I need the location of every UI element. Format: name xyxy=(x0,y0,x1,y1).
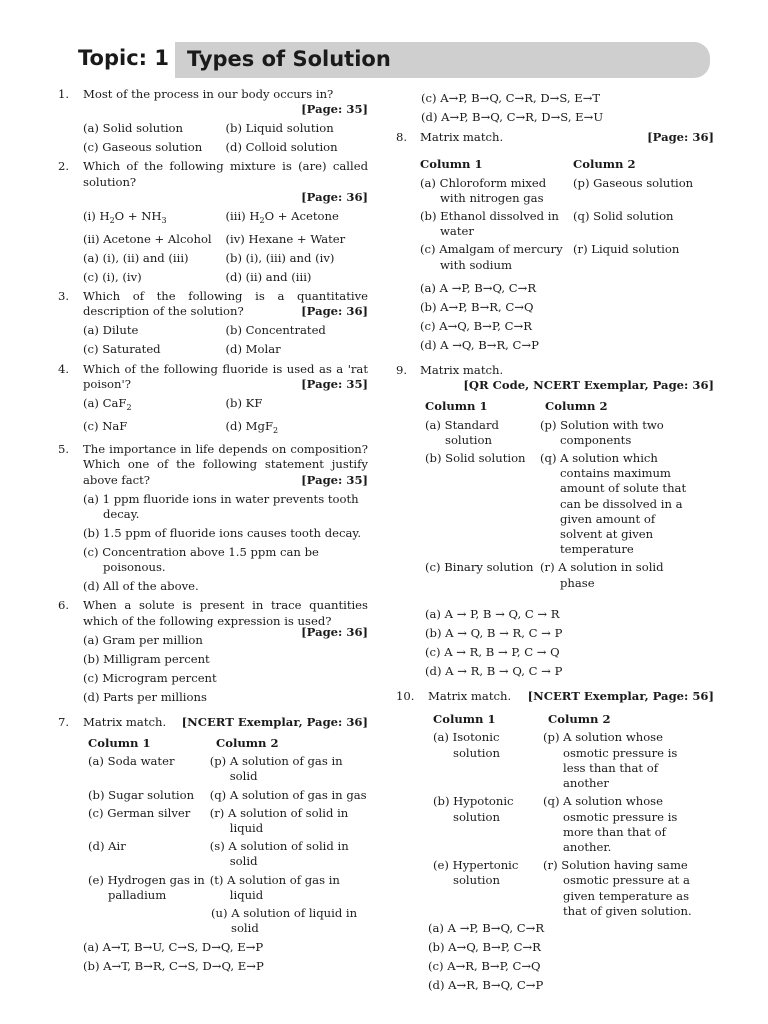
question-number: 7. xyxy=(58,714,70,729)
option: (a) A → P, B → Q, C → R xyxy=(425,606,560,621)
column-2-header: Column 2 xyxy=(548,712,611,727)
option: (d) All of the above. xyxy=(83,579,199,594)
column-1-item: (e) Hydrogen gas in palladium xyxy=(88,872,205,902)
column-2-item: (u) A solution of liquid in solid xyxy=(211,906,358,936)
column-1-item: (b) Solid solution xyxy=(425,451,526,466)
left-column xyxy=(58,87,368,979)
column-2-item: (q) A solution whose osmotic pressure is more than that of another. xyxy=(543,794,678,854)
column-2-item: (q) Solid solution xyxy=(573,209,674,224)
column-1-item: (a) Standard solution xyxy=(425,417,499,447)
question-number: 6. xyxy=(58,598,70,613)
column-2-item: (s) A solution of solid in solid xyxy=(209,839,349,869)
column-1-header: Column 1 xyxy=(433,712,496,727)
question-text: Which of the following is a quantitative description of the solution? xyxy=(83,289,368,319)
option: (a) Solid solution xyxy=(83,121,184,136)
page-reference: [Page: 36] xyxy=(647,130,714,145)
question-7 xyxy=(58,715,368,975)
option: (a) (i), (ii) and (iii) xyxy=(83,250,189,265)
page-reference: [Page: 36] xyxy=(301,189,368,204)
page-reference: [Page: 36] xyxy=(301,624,368,639)
column-1-item: (b) Sugar solution xyxy=(88,787,195,802)
option: (d) Colloid solution xyxy=(225,140,338,155)
question-number: 4. xyxy=(58,361,70,376)
option: (b) Milligram percent xyxy=(83,651,210,666)
topic-title: Types of Solution xyxy=(187,47,391,71)
option: (a) A →P, B→Q, C→R xyxy=(420,280,537,295)
page-reference: [NCERT Exemplar, Page: 36] xyxy=(181,714,368,729)
option: (b) 1.5 ppm of fluoride ions causes tooth decay. xyxy=(83,526,362,541)
question-8 xyxy=(396,130,714,353)
option: (b) Concentrated xyxy=(225,323,326,338)
option: (a) CaF$_2$ xyxy=(83,396,132,413)
column-2-item: (r) Solution having same osmotic pressure at a given temperature as that of given solution. xyxy=(543,858,692,918)
column-1-item: (e) Hypertonic solution xyxy=(433,858,519,888)
option: (a) Gram per million xyxy=(83,632,203,647)
option: (d) Parts per millions xyxy=(83,689,207,704)
column-1-item: (c) German silver xyxy=(88,805,191,820)
column-1-item: (c) Binary solution xyxy=(425,560,534,575)
column-1-item: (d) Air xyxy=(88,839,126,854)
column-1-item xyxy=(83,906,211,936)
column-1-item: (a) Chloroform mixed with nitrogen gas xyxy=(420,175,547,205)
question-6 xyxy=(58,598,368,704)
question-1 xyxy=(58,87,368,155)
option: (c) Gaseous solution xyxy=(83,140,203,155)
mixture-item: (iv) Hexane + Water xyxy=(225,231,346,246)
column-2-header: Column 2 xyxy=(216,736,279,751)
option: (d) A→P, B→Q, C→R, D→S, E→U xyxy=(421,110,604,124)
option: (d) A →Q, B→R, C→P xyxy=(420,337,539,352)
option: (d) A → R, B → Q, C → P xyxy=(425,663,563,678)
question-text: Matrix match. xyxy=(420,130,504,145)
column-2-header: Column 2 xyxy=(573,157,636,172)
question-9 xyxy=(396,363,714,679)
page-reference: [Page: 35] xyxy=(301,377,368,392)
question-text: Matrix match. xyxy=(83,714,167,729)
page-reference: [Page: 35] xyxy=(301,102,368,117)
option: (d) A→R, B→Q, C→P xyxy=(428,977,544,992)
option: (b) Liquid solution xyxy=(225,121,334,136)
question-text: The importance in life depends on composition? Which one of the following statement justify above fact? xyxy=(83,442,368,487)
column-1-item: (a) Isotonic solution xyxy=(433,730,500,760)
question-10 xyxy=(396,689,714,919)
option: (c) A → R, B → P, C → Q xyxy=(425,644,560,659)
page-reference: [Page: 36] xyxy=(301,304,368,319)
column-2-item: (p) Solution with two components xyxy=(540,417,664,447)
column-2-item: (r) Liquid solution xyxy=(573,242,680,257)
column-2-header: Column 2 xyxy=(545,399,608,414)
option: (a) Dilute xyxy=(83,323,139,338)
question-number: 1. xyxy=(58,87,70,101)
question-number: 9. xyxy=(396,363,408,378)
column-2-item: (p) Gaseous solution xyxy=(573,175,694,190)
topic-label: Topic: 1 xyxy=(78,46,169,70)
question-number: 2. xyxy=(58,159,70,174)
question-text: Most of the process in our body occurs in? xyxy=(83,87,334,101)
question-text: When a solute is present in trace quantities which of the following expression is used? xyxy=(83,598,368,628)
topic-header xyxy=(70,42,710,78)
option: (b) A→T, B→R, C→S, D→Q, E→P xyxy=(83,959,264,974)
column-2-item: (q) A solution which contains maximum amount of solute that can be dissolved in a given amount of solvent at given temperature xyxy=(540,451,687,557)
question-text: Matrix match. xyxy=(420,363,504,378)
option: (a) A→T, B→U, C→S, D→Q, E→P xyxy=(83,940,264,955)
question-text: Matrix match. xyxy=(428,689,512,704)
option: (d) (ii) and (iii) xyxy=(225,269,312,284)
option: (c) Concentration above 1.5 ppm can be poisonous. xyxy=(83,545,319,575)
question-4 xyxy=(58,362,368,439)
option: (d) MgF$_2$ xyxy=(225,419,279,436)
column-1-header: Column 1 xyxy=(420,157,483,172)
column-1-item: (b) Ethanol dissolved in water xyxy=(420,209,559,239)
mixture-item: (i) $H_2O + NH_3$ xyxy=(83,208,167,225)
page-reference: [Page: 35] xyxy=(301,472,368,487)
option: (a) 1 ppm fluoride ions in water prevents tooth decay. xyxy=(83,491,359,522)
option: (c) (i), (iv) xyxy=(83,269,142,284)
question-number: 3. xyxy=(58,289,70,304)
option: (d) Molar xyxy=(225,342,281,357)
option: (a) A →P, B→Q, C→R xyxy=(428,920,545,935)
option: (b) A→Q, B→P, C→R xyxy=(428,939,541,954)
mixture-item: (ii) Acetone + Alcohol xyxy=(83,231,212,246)
question-text: Which of the following mixture is (are) called solution? xyxy=(83,159,368,189)
option: (b) A→P, B→R, C→Q xyxy=(420,299,534,314)
column-1-item: (c) Amalgam of mercury with sodium xyxy=(420,242,563,272)
option: (b) (i), (iii) and (iv) xyxy=(225,250,335,265)
question-3 xyxy=(58,289,368,358)
option: (b) KF xyxy=(225,396,263,411)
question-7-continued xyxy=(396,91,714,125)
topic-title-bar xyxy=(175,42,710,78)
question-text: Which of the following fluoride is used as a 'rat poison'? xyxy=(83,361,368,391)
question-number: 5. xyxy=(58,442,70,457)
column-1-header: Column 1 xyxy=(88,736,151,751)
column-2-item: (r) A solution in solid phase xyxy=(540,560,664,590)
column-2-item: (p) A solution of gas in solid xyxy=(209,754,343,784)
question-number: 10. xyxy=(396,689,415,704)
question-5 xyxy=(58,442,368,594)
column-2-item: (q) A solution of gas in gas xyxy=(209,787,367,802)
option: (c) NaF xyxy=(83,419,128,434)
option: (c) A→Q, B→P, C→R xyxy=(420,318,532,333)
column-2-item: (r) A solution of solid in liquid xyxy=(209,805,349,836)
column-2-item: (t) A solution of gas in liquid xyxy=(209,872,340,902)
column-2-item: (p) A solution whose osmotic pressure is less than that of another xyxy=(543,730,678,791)
column-1-item: (b) Hypotonic solution xyxy=(433,794,514,824)
page-reference: [NCERT Exemplar, Page: 56] xyxy=(527,689,714,704)
page-reference: [QR Code, NCERT Exemplar, Page: 36] xyxy=(463,378,714,393)
question-number: 8. xyxy=(396,130,408,145)
option: (c) Microgram percent xyxy=(83,670,217,685)
option: (c) A→R, B→P, C→Q xyxy=(428,958,541,973)
option: (b) A → Q, B → R, C → P xyxy=(425,625,563,640)
column-1-item: (a) Soda water xyxy=(88,754,175,769)
column-1-header: Column 1 xyxy=(425,399,488,414)
right-column xyxy=(396,91,714,993)
question-2 xyxy=(58,159,368,285)
option: (c) Saturated xyxy=(83,342,161,357)
option: (c) A→P, B→Q, C→R, D→S, E→T xyxy=(421,91,601,105)
mixture-item: (iii) $H_2O$ + Acetone xyxy=(225,208,339,225)
